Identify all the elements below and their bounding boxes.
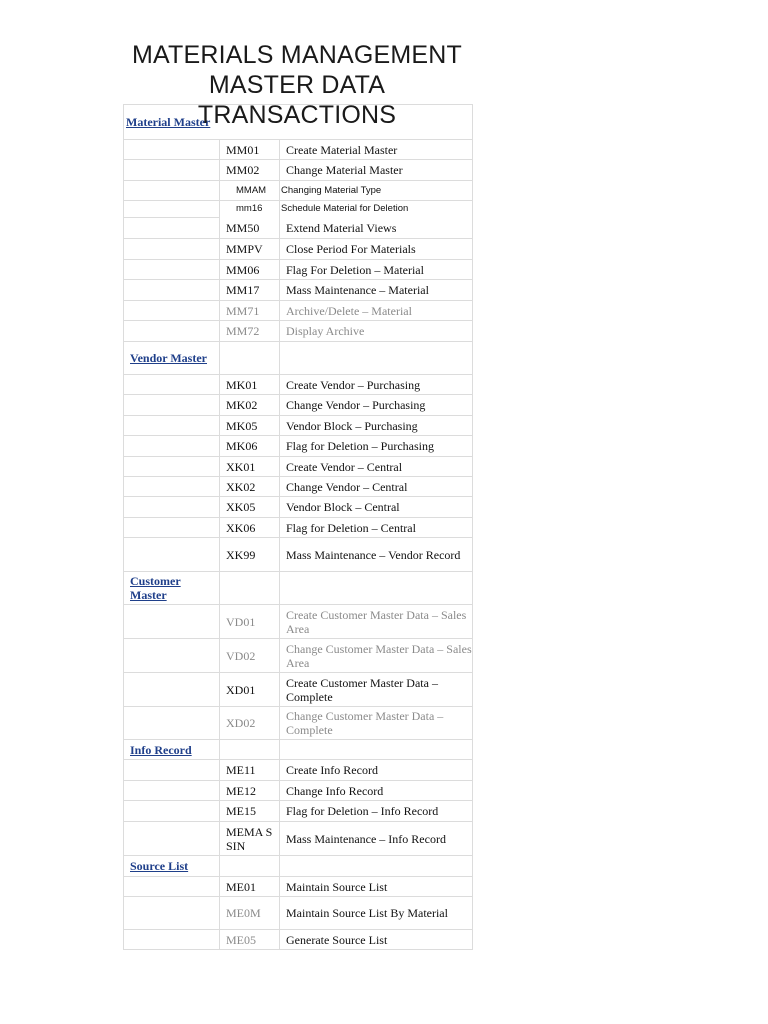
tcode: MM06 — [220, 260, 280, 280]
table-row — [124, 673, 473, 707]
table-row — [124, 181, 473, 201]
tcode-description: Flag for Deletion – Info Record — [280, 801, 473, 822]
tcode-description: Change Material Master — [280, 160, 473, 181]
table-row — [124, 140, 473, 160]
tcode-description: Mass Maintenance – Vendor Record — [280, 538, 473, 572]
tcode-description: Archive/Delete – Material — [280, 301, 473, 321]
tcode: ME01 — [220, 877, 280, 897]
tcode-description: Maintain Source List — [280, 877, 473, 897]
tcode: XD02 — [220, 707, 280, 740]
tcode-description: Flag for Deletion – Purchasing — [280, 436, 473, 457]
table-row — [124, 760, 473, 781]
tcode: XK01 — [220, 457, 280, 477]
table-row — [124, 930, 473, 950]
tcode-description: Change Customer Master Data – Complete — [280, 707, 473, 740]
tcode-description: Close Period For Materials — [280, 239, 473, 260]
table-row — [124, 497, 473, 518]
tcode: MM17 — [220, 280, 280, 301]
info-record-link[interactable]: Info Record — [130, 742, 192, 757]
tcode: ME12 — [220, 781, 280, 801]
tcode-description: Mass Maintenance – Material — [280, 280, 473, 301]
tcode: MM72 — [220, 321, 280, 342]
transactions-table — [123, 104, 473, 950]
tcode-description: Mass Maintenance – Info Record — [280, 822, 473, 856]
section-header-row — [124, 856, 473, 877]
table-row — [124, 416, 473, 436]
table-row — [124, 375, 473, 395]
tcode: VD02 — [220, 639, 280, 673]
table-row — [124, 280, 473, 301]
title-line-1: MATERIALS MANAGEMENT — [132, 41, 462, 69]
tcode-description: Flag for Deletion – Central — [280, 518, 473, 538]
table-row — [124, 707, 473, 740]
tcode-description: Create Vendor – Purchasing — [280, 375, 473, 395]
tcode: XK02 — [220, 477, 280, 497]
tcode: XK05 — [220, 497, 280, 518]
table-row — [124, 301, 473, 321]
table-row — [124, 897, 473, 930]
tcode-description: Generate Source List — [280, 930, 473, 950]
tcode-description: Extend Material Views — [280, 218, 473, 239]
tcode: MMAM — [220, 181, 280, 201]
tcode: MK02 — [220, 395, 280, 416]
tcode: mm16 — [220, 201, 280, 218]
table-row — [124, 781, 473, 801]
section-header-row — [124, 572, 473, 605]
document-title — [112, 40, 482, 130]
table-row — [124, 518, 473, 538]
tcode: MM50 — [220, 218, 280, 239]
tcode-description: Change Info Record — [280, 781, 473, 801]
tcode: VD01 — [220, 605, 280, 639]
table-row — [124, 218, 473, 239]
tcode-description: Maintain Source List By Material — [280, 897, 473, 930]
tcode: ME11 — [220, 760, 280, 781]
section-header-row — [124, 342, 473, 375]
table-row — [124, 436, 473, 457]
tcode: XD01 — [220, 673, 280, 707]
tcode: MM71 — [220, 301, 280, 321]
tcode-description: Create Customer Master Data – Complete — [280, 673, 473, 707]
tcode: ME15 — [220, 801, 280, 822]
tcode: XK99 — [220, 538, 280, 572]
tcode: ME0M — [220, 897, 280, 930]
table-row — [124, 201, 473, 218]
tcode: MM01 — [220, 140, 280, 160]
tcode-description: Changing Material Type — [280, 181, 473, 201]
tcode: MK06 — [220, 436, 280, 457]
table-row — [124, 160, 473, 181]
table-row — [124, 457, 473, 477]
tcode-description: Schedule Material for Deletion — [280, 201, 473, 218]
tcode-description: Change Customer Master Data – Sales Area — [280, 639, 473, 673]
title-line-2: MASTER DATA — [208, 71, 386, 99]
tcode-description: Change Vendor – Purchasing — [280, 395, 473, 416]
vendor-master-link[interactable]: Vendor Master — [130, 351, 207, 365]
source-list-link[interactable]: Source List — [130, 859, 189, 873]
title-line-3: TRANSACTIONS — [197, 101, 397, 129]
tcode-description: Change Vendor – Central — [280, 477, 473, 497]
section-header-row — [124, 740, 473, 760]
table-row — [124, 538, 473, 572]
tcode: MM02 — [220, 160, 280, 181]
tcode: MMPV — [220, 239, 280, 260]
tcode-description: Create Vendor – Central — [280, 457, 473, 477]
tcode-description: Vendor Block – Purchasing — [280, 416, 473, 436]
tcode-description: Create Customer Master Data – Sales Area — [280, 605, 473, 639]
table-row — [124, 877, 473, 897]
tcode: MEMA SSIN — [220, 822, 280, 856]
tcode-description: Flag For Deletion – Material — [280, 260, 473, 280]
table-row — [124, 605, 473, 639]
table-row — [124, 477, 473, 497]
tcode-description: Create Material Master — [280, 140, 473, 160]
material-master-link[interactable]: Material Master — [126, 115, 211, 129]
tcode: ME05 — [220, 930, 280, 950]
tcode: MK01 — [220, 375, 280, 395]
table-row — [124, 801, 473, 822]
table-row — [124, 260, 473, 280]
tcode-description: Vendor Block – Central — [280, 497, 473, 518]
table-row — [124, 321, 473, 342]
tcode-description: Create Info Record — [280, 760, 473, 781]
table-row — [124, 239, 473, 260]
tcode: XK06 — [220, 518, 280, 538]
table-row — [124, 822, 473, 856]
customer-master-link[interactable]: Customer Master — [130, 574, 181, 602]
tcode-description: Display Archive — [280, 321, 473, 342]
table-row — [124, 639, 473, 673]
tcode: MK05 — [220, 416, 280, 436]
table-row — [124, 395, 473, 416]
